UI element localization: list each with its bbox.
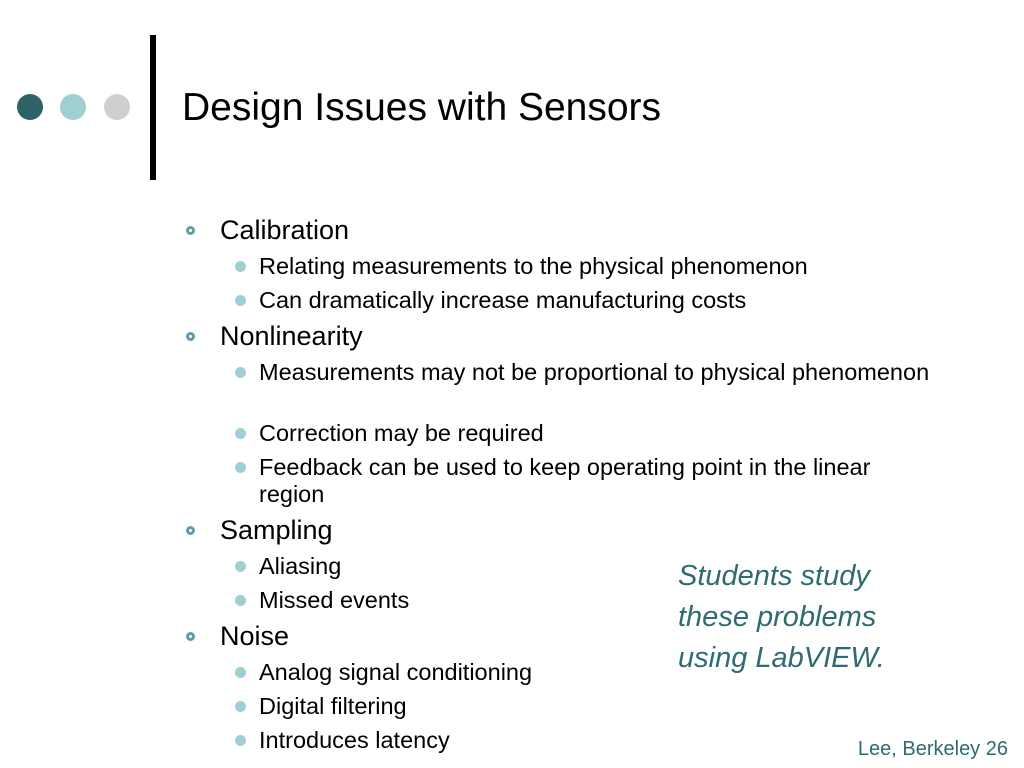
slide-title: Design Issues with Sensors <box>182 86 662 129</box>
level2-bullet-icon <box>235 367 246 378</box>
level2-bullet-icon <box>235 462 246 473</box>
sub-bullet-item: Correction may be required <box>259 420 544 446</box>
callout-text <box>678 556 978 679</box>
level1-bullet-icon <box>186 526 195 535</box>
callout-line: using LabVIEW. <box>678 642 885 674</box>
sub-bullet-item: Digital filtering <box>259 693 407 719</box>
sub-bullet-item: Relating measurements to the physical phenomenon <box>259 253 808 279</box>
sub-bullet-item: Analog signal conditioning <box>259 659 533 685</box>
level2-bullet-icon <box>235 701 246 712</box>
sub-bullet-item: Missed events <box>259 587 410 613</box>
slide-footer: Lee, Berkeley 26 <box>857 738 1008 760</box>
callout-line: Students study <box>678 560 870 592</box>
sub-bullet-item: Can dramatically increase manufacturing costs <box>259 287 747 313</box>
bullet-item: Calibration <box>220 215 350 245</box>
level2-bullet-icon <box>235 428 246 439</box>
sub-bullet-item: Measurements may not be proportional to physical phenomenon <box>259 359 930 385</box>
level1-bullet-icon <box>186 332 195 341</box>
level2-bullet-icon <box>235 561 246 572</box>
level2-bullet-icon <box>235 261 246 272</box>
bullet-item: Noise <box>220 621 290 651</box>
level2-bullet-icon <box>235 735 246 746</box>
bullet-item: Nonlinearity <box>220 321 363 351</box>
level1-bullet-icon <box>186 632 195 641</box>
level1-bullet-icon <box>186 226 195 235</box>
sub-bullet-item: Aliasing <box>259 553 342 579</box>
bullet-item: Sampling <box>220 515 333 545</box>
level2-bullet-icon <box>235 595 246 606</box>
sub-bullet-item: Feedback can be used to keep operating point in the linear region <box>259 454 871 507</box>
callout-line: these problems <box>678 601 877 633</box>
level2-bullet-icon <box>235 295 246 306</box>
level2-bullet-icon <box>235 667 246 678</box>
sub-bullet-item: Introduces latency <box>259 727 450 753</box>
